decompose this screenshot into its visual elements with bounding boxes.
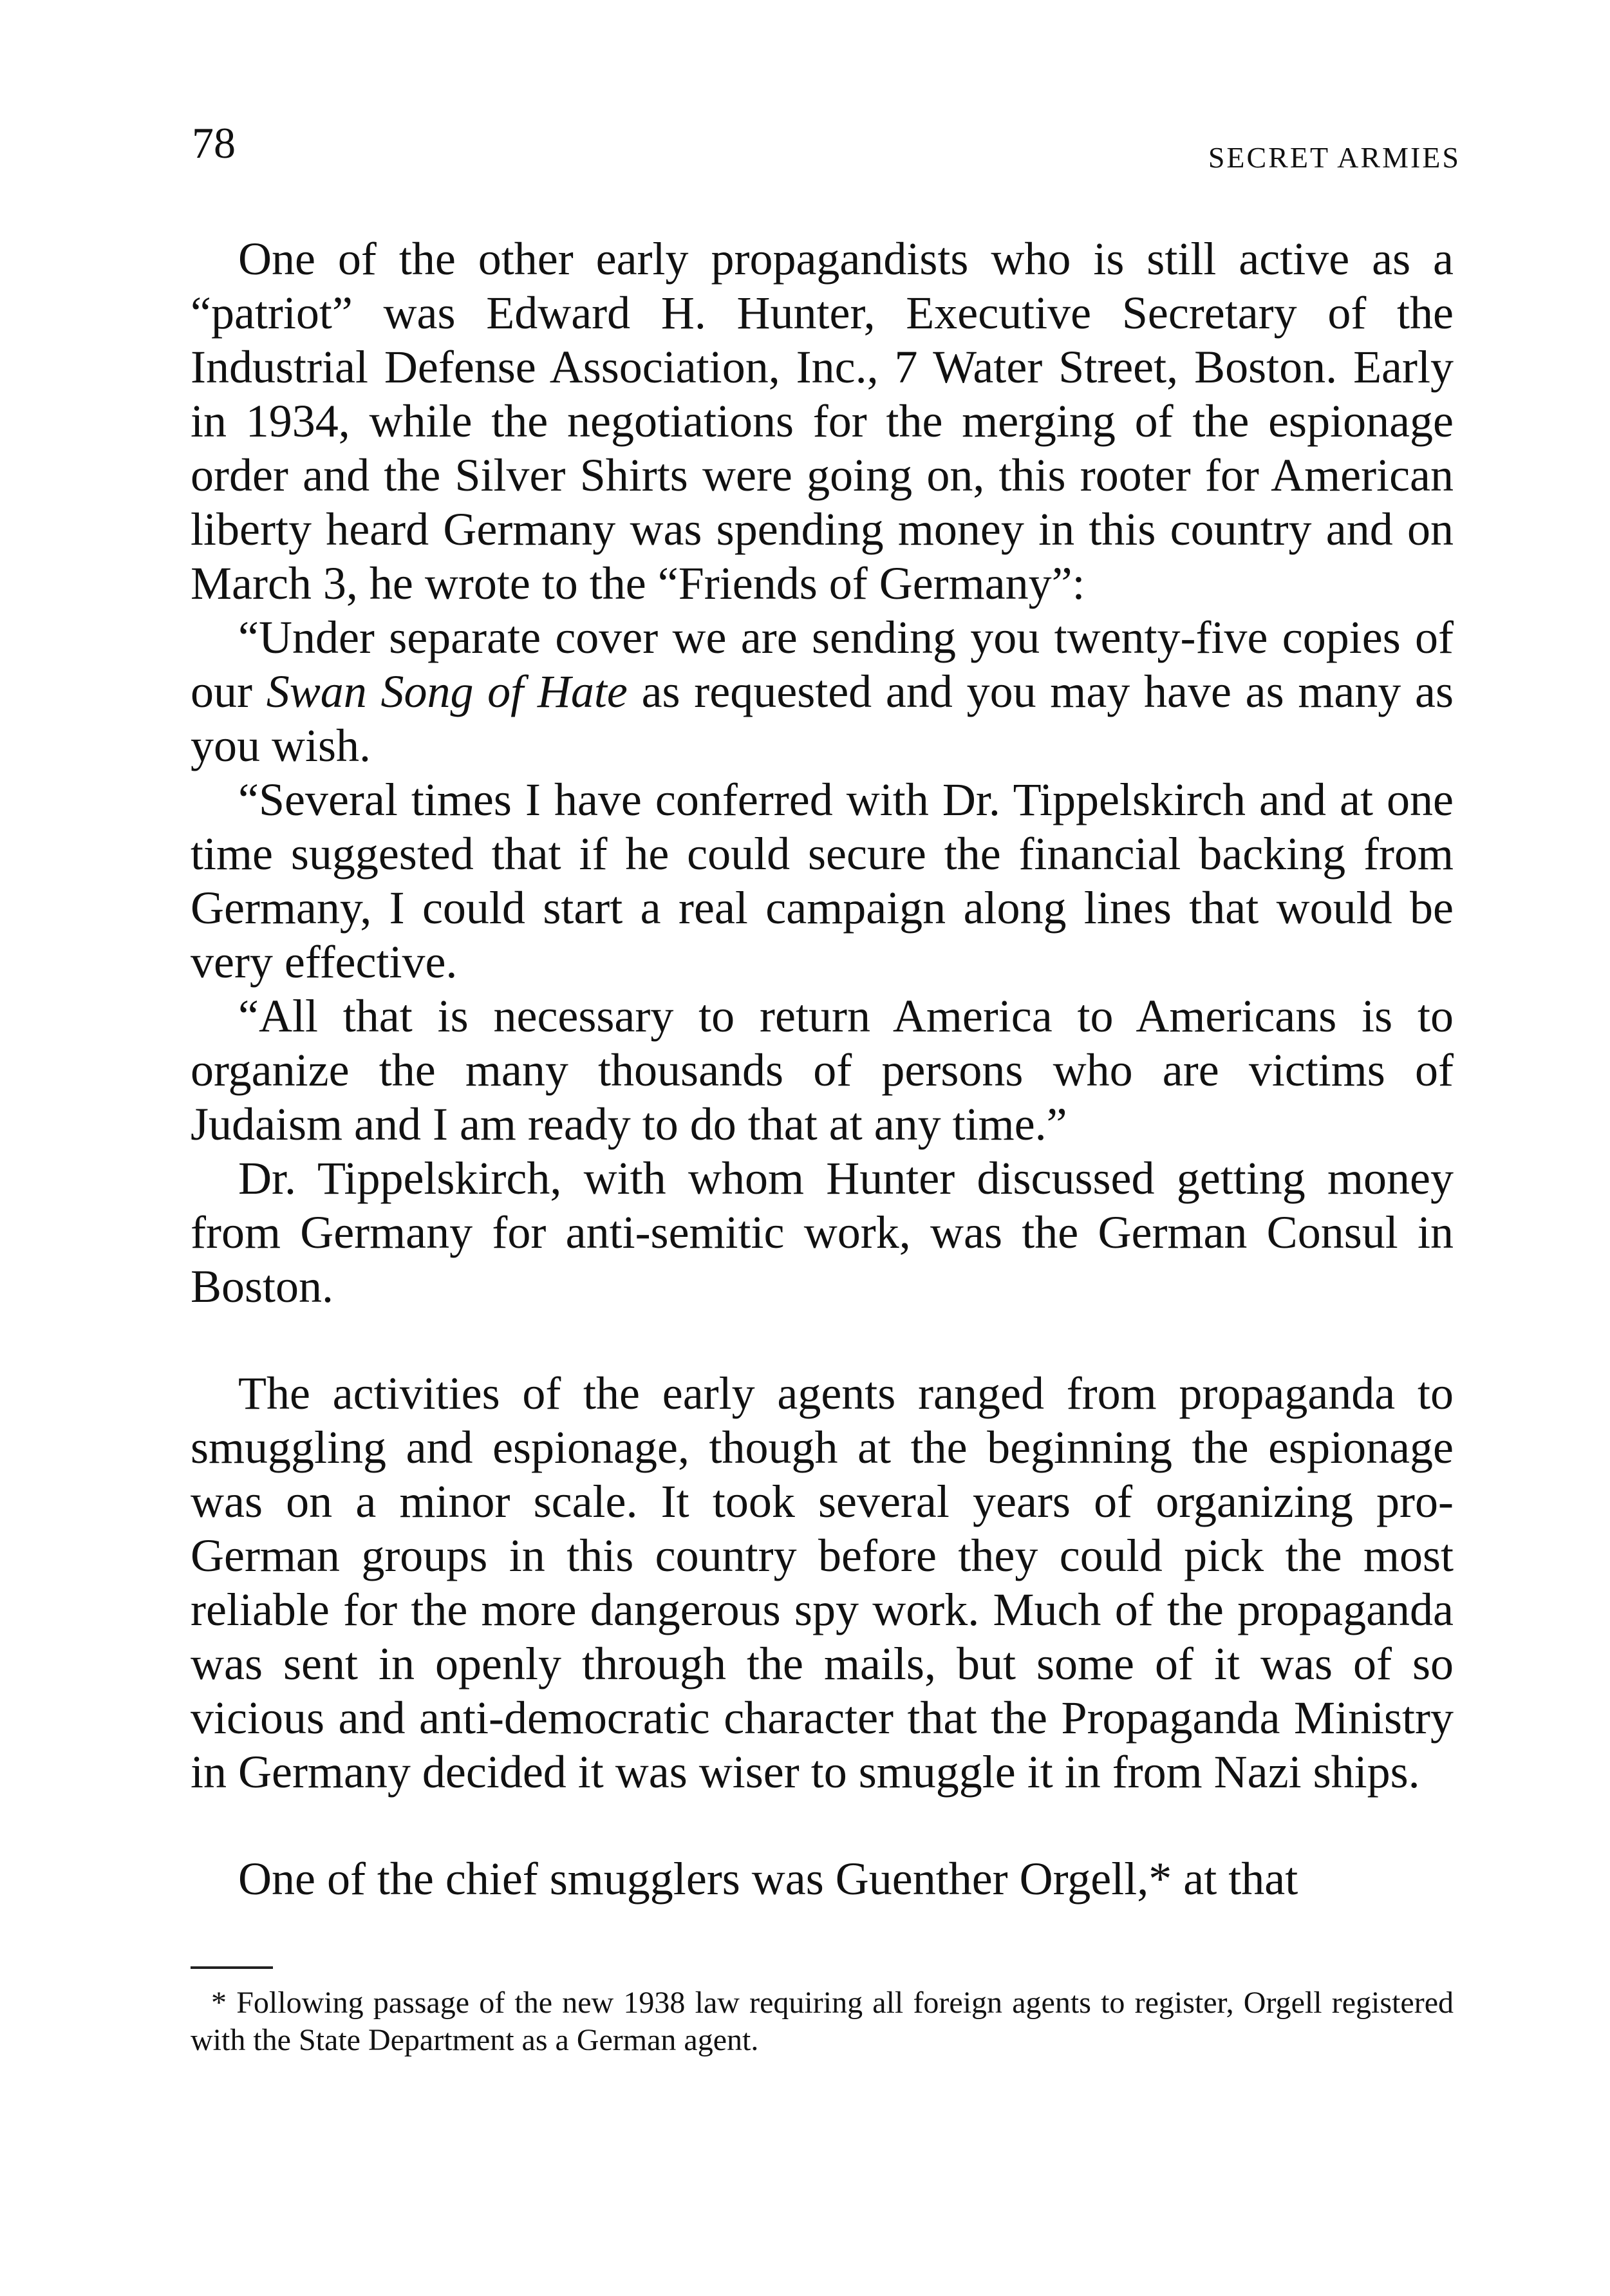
quote-text: “Under separate cover we are sending you twenty-five copies of our [191,612,1454,717]
running-head: SECRET ARMIES [1208,141,1461,174]
footnote: * Following passage of the new 1938 law requiring all foreign agents to register, Orgell registered with the State Department as a German agent. [191,1986,1454,2057]
book-title: Swan Song of Hate [266,666,628,717]
quote-americans: “All that is necessary to return America to Americans is to organize the many thousands of persons who are victims of Judaism and I am ready to do that at any time.” [191,990,1454,1150]
quote-tippelskirch: “Several times I have conferred with Dr. Tippelskirch and at one time suggested that if he could secure the financial backing from Germany, I could start a real campaign along lines that would be very effective. [191,774,1454,988]
footnote-rule [191,1966,273,1969]
page-number: 78 [192,118,236,167]
body-text [191,232,1454,1906]
paragraph-activities: The activities of the early agents ranged from propaganda to smuggling and espionage, though at the beginning the espionage was on a minor scale. It took several years of organizing pro-German groups in this country before they could pick the most reliable for the more dangerous spy work. Much of the propaganda was sent in openly through the mails, but some of it was of so vicious and anti-democratic character that the Propaganda Ministry in Germany decided it was wiser to smuggle it in from Nazi ships. [191,1368,1454,1798]
quote-text: as requested and you may have as many as you wish. [191,666,1454,771]
quote-swan-song [191,610,1454,773]
paragraph-consul: Dr. Tippelskirch, with whom Hunter discussed getting money from Germany for anti-semitic work, was the German Consul in Boston. [191,1153,1454,1312]
paragraph-orgell: One of the chief smugglers was Guenther Orgell,* at that [238,1853,1298,1905]
paragraph-hunter-intro: One of the other early propagandists who is still active as a “patriot” was Edward H. Hunter, Executive Secretary of the Industrial Defense Association, Inc., 7 Water Street, Boston. Early in 1934, while the negotiations for the merging of the espionage order and the Silver Shirts were going on, this rooter for American liberty heard Germany was spending money in this country and on March 3, he wrote to the “Friends of Germany”: [191,233,1454,609]
